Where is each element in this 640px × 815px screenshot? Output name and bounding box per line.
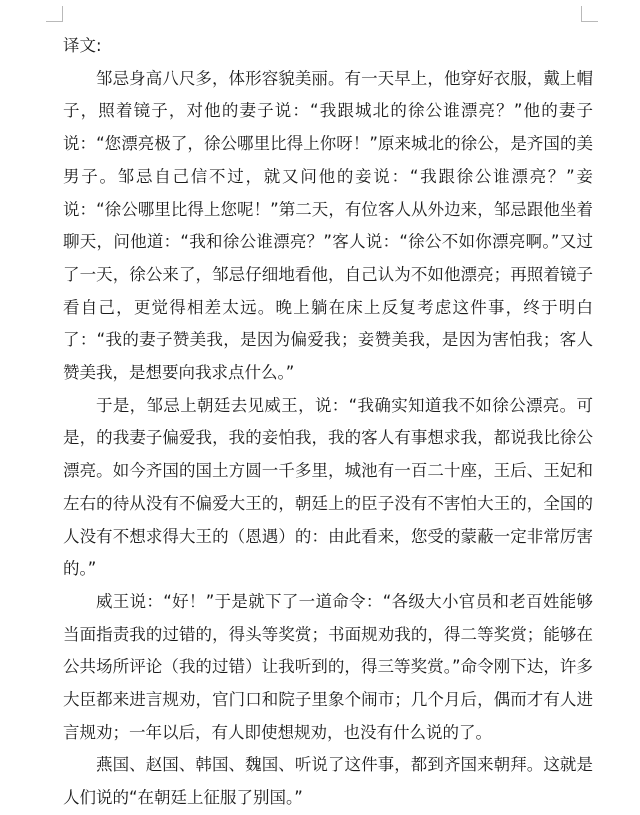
crop-mark-top-left-vertical xyxy=(62,6,63,22)
paragraph-4: 燕国、赵国、韩国、魏国、听说了这件事，都到齐国来朝拜。这就是人们说的“在朝廷上征服了别国。” xyxy=(63,755,593,808)
crop-mark-top-left-horizontal xyxy=(46,21,63,22)
document-body xyxy=(63,30,593,815)
translation-heading: 译文: xyxy=(63,36,102,55)
paragraph-3: 威王说：“好！”于是就下了一道命令：“各级大小官员和老百姓能够当面指责我的过错的，得头等奖赏；书面规劝我的，得二等奖赏；能够在公共场所评论（我的过错）让我听到的，得三等奖赏。”命令刚下达，许多大臣都来进言规劝，官门口和院子里象个闹市；几个月后，偶而才有人进言规劝；一年以后，有人即使想规劝，也没有什么说的了。 xyxy=(63,591,593,742)
paragraph-2: 于是，邹忌上朝廷去见威王，说：“我确实知道我不如徐公漂亮。可是，的我妻子偏爱我，我的妾怕我，我的客人有事想求我，都说我比徐公漂亮。如今齐国的国土方圆一千多里，城池有一百二十座，王后、王妃和左右的待从没有不偏爱大王的，朝廷上的臣子没有不害怕大王的，全国的人没有不想求得大王的（恩遇）的：由此看来，您受的蒙蔽一定非常厉害的。” xyxy=(63,395,593,579)
paragraph-1: 邹忌身高八尺多，体形容貌美丽。有一天早上，他穿好衣服，戴上帽子，照着镜子，对他的妻子说：“我跟城北的徐公谁漂亮？”他的妻子说：“您漂亮极了，徐公哪里比得上你呀！”原来城北的徐公，是齐国的美男子。邹忌自己信不过，就又问他的妾说：“我跟徐公谁漂亮？”妾说：“徐公哪里比得上您呢！”第二天，有位客人从外边来，邹忌跟他坐着聊天，问他道：“我和徐公谁漂亮？”客人说：“徐公不如你漂亮啊。”又过了一天，徐公来了，邹忌仔细地看他，自己认为不如他漂亮；再照着镜子看自己，更觉得相差太远。晚上躺在床上反复考虑这件事，终于明白了：“我的妻子赞美我，是因为偏爱我；妾赞美我，是因为害怕我；客人赞美我，是想要向我求点什么。” xyxy=(63,68,593,383)
crop-mark-top-right-vertical xyxy=(581,6,582,22)
crop-mark-top-right-horizontal xyxy=(581,21,598,22)
